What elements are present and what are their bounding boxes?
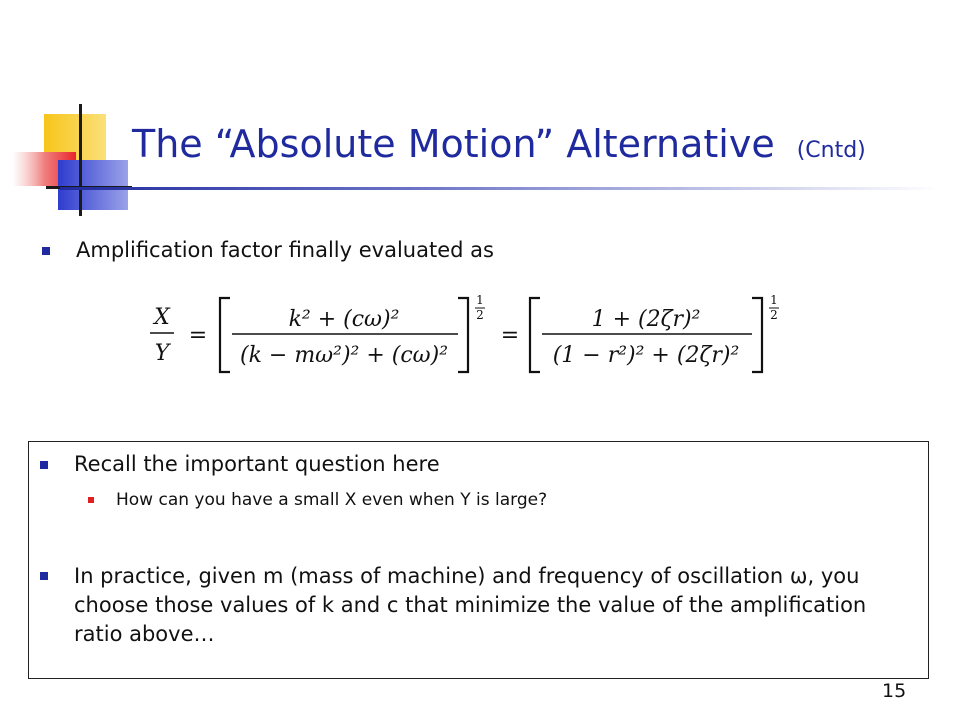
amplification-formula <box>148 288 788 378</box>
formula-exp2-den: 2 <box>770 308 778 322</box>
box-bullet-2 <box>40 562 920 649</box>
formula-exp1-num: 1 <box>476 293 484 307</box>
title-underline <box>60 187 940 190</box>
bullet-icon <box>40 572 48 580</box>
formula-exp2-num: 1 <box>770 293 778 307</box>
slide-logo-decoration <box>0 0 140 230</box>
intro-bullet-text: Amplification factor finally evaluated as <box>76 238 494 262</box>
box-bullet-1-text: Recall the important question here <box>74 452 440 476</box>
sub-bullet-icon <box>88 497 94 503</box>
formula-rhs-denominator: (1 − r²)² + (2ζr)² <box>552 343 740 368</box>
formula-lhs-denominator: Y <box>154 341 170 366</box>
svg-text:=: = <box>188 323 208 348</box>
formula-mid-denominator: (k − mω²)² + (cω)² <box>239 343 449 368</box>
title-area <box>132 122 866 182</box>
slide-title-text: The “Absolute Motion” Alternative <box>132 122 775 166</box>
formula-exp1-den: 2 <box>476 308 484 322</box>
box-sub-bullet <box>88 490 547 510</box>
intro-bullet <box>42 238 494 262</box>
box-bullet-1 <box>40 452 440 476</box>
formula-rhs-numerator: 1 + (2ζr)² <box>591 307 701 332</box>
formula-mid-numerator: k² + (cω)² <box>288 307 400 332</box>
formula-lhs-numerator: X <box>154 305 170 330</box>
page-number: 15 <box>882 680 907 702</box>
box-sub-bullet-text: How can you have a small X even when Y is large? <box>116 490 548 510</box>
bullet-icon <box>40 461 48 469</box>
svg-text:=: = <box>500 323 520 348</box>
slide-title <box>132 122 866 166</box>
box-bullet-2-text: In practice, given m (mass of machine) and frequency of oscillation ω, you choose those values of k and c that minimize the value of the amplification ratio above… <box>74 564 867 646</box>
bullet-icon <box>42 247 50 255</box>
slide-title-note: (Cntd) <box>796 138 866 163</box>
